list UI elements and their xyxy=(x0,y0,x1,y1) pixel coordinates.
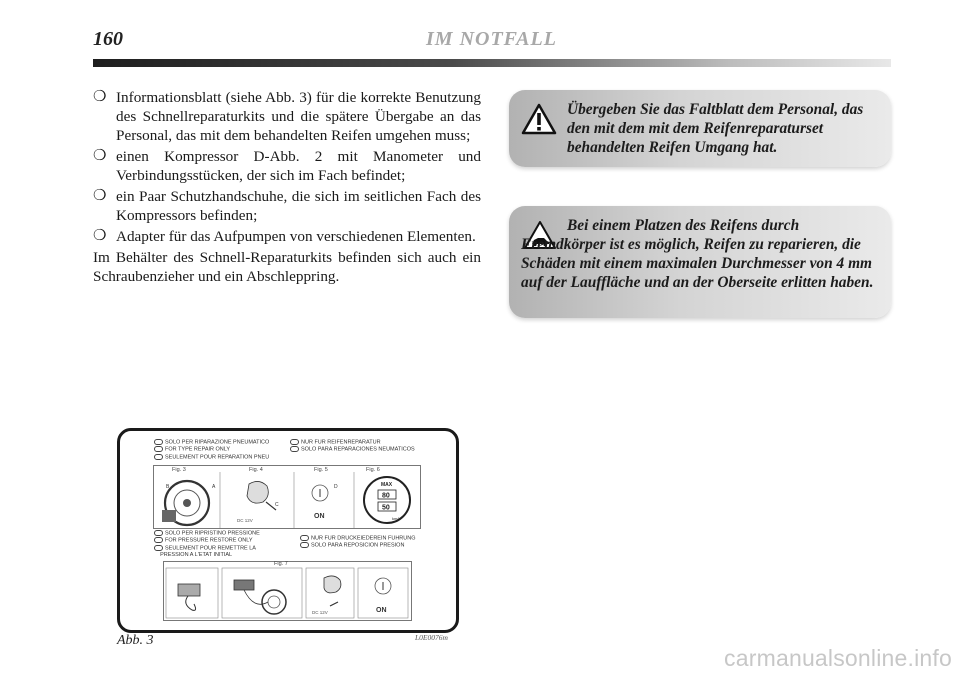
warning-note-text: Übergeben Sie das Faltblatt dem Personal, das den mit dem mit dem Reifenreparaturset behandelten Reifen Umgang hat. xyxy=(567,101,864,156)
svg-text:km/h: km/h xyxy=(392,516,401,521)
compressor-icon xyxy=(178,584,200,596)
svg-text:ON: ON xyxy=(376,607,387,614)
caption-repair-only-de-es: NUR FUR REIFENREPARATUR SOLO PARA REPARACIONES NEUMATICOS xyxy=(290,439,415,454)
bullet-icon: ❍ xyxy=(93,228,107,244)
list-item-text: ein Paar Schutzhandschuhe, die sich im seitlichen Fach des Kompressors befinden; xyxy=(116,188,481,224)
valve-icon xyxy=(324,576,341,593)
page-number: 160 xyxy=(93,28,123,50)
bullet-icon: ❍ xyxy=(93,188,107,204)
list-item xyxy=(93,227,481,246)
letter-c: C xyxy=(275,502,279,508)
watermark: carmanualsonline.info xyxy=(724,645,952,671)
list-item xyxy=(93,88,481,145)
list-item xyxy=(93,187,481,225)
fig-label: Fig. 5 xyxy=(314,467,328,473)
fig-label: Fig. 7 xyxy=(274,561,288,567)
figure-reference-code: L0E0076m xyxy=(415,633,448,642)
valve-icon xyxy=(247,481,268,503)
figure-caption: Abb. 3 xyxy=(117,633,154,648)
letter-d: D xyxy=(334,484,338,490)
svg-text:50: 50 xyxy=(382,504,390,512)
fig-row-top xyxy=(153,465,421,529)
letter-b: B xyxy=(166,484,170,490)
body-paragraph: Im Behälter des Schnell-Reparaturkits befinden sich auch ein Schraubenzieher und ein Abschleppring. xyxy=(93,249,481,285)
fig-label: Fig. 3 xyxy=(172,467,186,473)
list-item-text: Adapter für das Aufpumpen von verschiedenen Elementen. xyxy=(116,228,476,245)
bullet-icon: ❍ xyxy=(93,89,107,105)
svg-text:DC 12V: DC 12V xyxy=(312,610,328,615)
environment-note xyxy=(509,206,891,318)
fig-row-bottom xyxy=(163,561,412,621)
caption-pressure-only-de-es: NUR FUR DRUCKEIEDEREIN FUHRUNG SOLO PARA REPOSICION PRESION xyxy=(300,535,416,550)
fig-label: Fig. 6 xyxy=(366,467,380,473)
caption-pressure-only: SOLO PER RIPRISTINO PRESSIONE FOR PRESSURE RESTORE ONLY SEULEMENT POUR REMETTRE LA PRESSION A L'ETAT INITIAL xyxy=(154,530,260,559)
list-item-text: einen Kompressor D-Abb. 2 mit Manometer und Verbindungsstücken, der sich im Fach befindet; xyxy=(116,148,481,184)
fig-row-top-drawings xyxy=(154,466,420,528)
dc-label: DC 12V xyxy=(237,518,253,523)
fig-label: Fig. 4 xyxy=(249,467,263,473)
caption-repair-only: SOLO PER RIPARAZIONE PNEUMATICO FOR TYPE REPAIR ONLY SEULEMENT POUR REPARATION PNEU xyxy=(154,439,269,461)
svg-text:80: 80 xyxy=(382,492,390,500)
repair-kit-leaflet-figure xyxy=(117,428,459,633)
list-item-text: Informationsblatt (siehe Abb. 3) für die korrekte Benutzung des Schnellreparaturkits und die spätere Übergabe an das Personal, das mit dem behandelten Reifen umgehen muss; xyxy=(116,89,481,144)
left-column xyxy=(93,88,481,286)
environment-note-text: Bei einem Platzen des Reifens durch Fremdkörper ist es möglich, Reifen zu reparieren, die Schäden mit einem maximalen Durchmesser von 4 mm auf der Lauffläche und an der Oberseite erlitten haben. xyxy=(521,217,874,291)
compressor-icon xyxy=(234,580,254,590)
fig-row-bottom-drawings xyxy=(164,562,411,620)
section-title: IM NOTFALL xyxy=(426,28,557,50)
header-rule xyxy=(93,59,891,67)
svg-text:MAX: MAX xyxy=(381,482,393,488)
list-item xyxy=(93,147,481,185)
warning-triangle-icon xyxy=(521,103,557,135)
warning-note xyxy=(509,90,891,167)
bullet-icon: ❍ xyxy=(93,148,107,164)
tire-icon xyxy=(262,590,286,614)
letter-a: A xyxy=(212,484,216,490)
on-label: ON xyxy=(314,513,325,520)
